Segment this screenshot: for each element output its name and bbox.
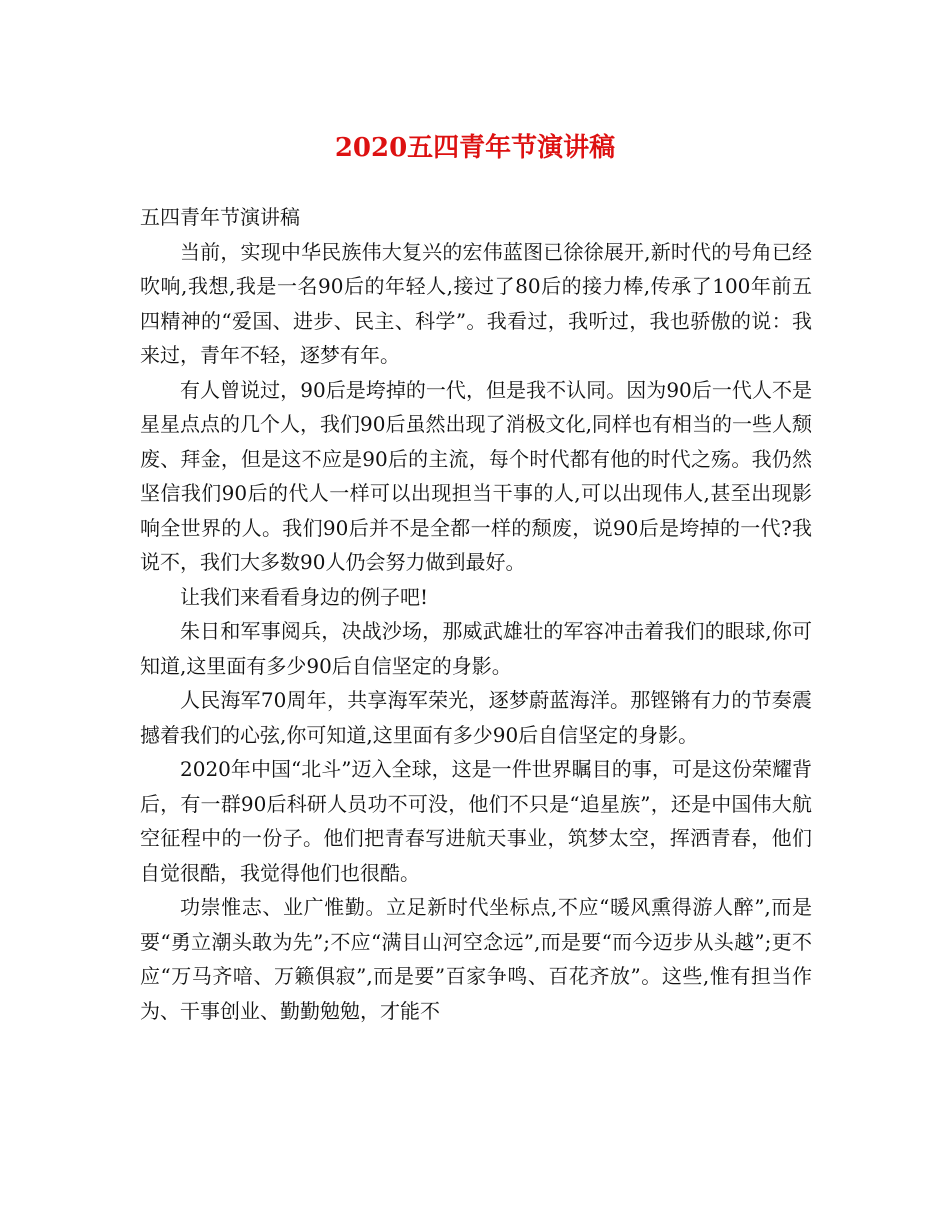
paragraph-3: 让我们来看看身边的例子吧! <box>180 584 429 609</box>
paragraph-6: 2020年中国“北斗”迈入全球，这是一件世界瞩目的事，可是这份荣耀背后，有一群90后科研人员功不可没，他们不只是“追星族”，还是中国伟大航空征程中的一份子。他们把青春写进航天事业，筑梦太空，挥洒青春，他们自觉很酷，我觉得他们也很酷。 <box>140 757 812 885</box>
paragraph-2: 有人曾说过，90后是垮掉的一代，但是我不认同。因为90后一代人不是星星点点的几个人，我们90后虽然出现了消极文化,同样也有相当的一些人颓废、拜金，但是这不应是90后的主流，每个时代都有他的时代之殇。我仍然坚信我们90后的代人一样可以出现担当干事的人,可以出现伟人,甚至出现影响全世界的人。我们90后并不是全都一样的颓废，说90后是垮掉的一代?我说不，我们大多数90人仍会努力做到最好。 <box>140 377 812 574</box>
document-subtitle: 五四青年节演讲稿 <box>140 205 300 229</box>
paragraph-1: 当前，实现中华民族伟大复兴的宏伟蓝图已徐徐展开,新时代的号角已经吹响,我想,我是一名90后的年轻人,接过了80后的接力棒,传承了100年前五四精神的“爱国、进步、民主、科学”。我看过，我听过，我也骄傲的说：我来过，青年不轻，逐梦有年。 <box>140 239 812 367</box>
paragraph-4: 朱日和军事阅兵，决战沙场，那威武雄壮的军容冲击着我们的眼球,你可知道,这里面有多少90后自信坚定的身影。 <box>140 619 812 678</box>
document-title: 2020五四青年节演讲稿 <box>334 133 616 163</box>
document-body <box>140 200 812 1028</box>
paragraph-5: 人民海军70周年，共享海军荣光，逐梦蔚蓝海洋。那铿锵有力的节奏震撼着我们的心弦,你可知道,这里面有多少90后自信坚定的身影。 <box>140 688 812 747</box>
paragraph-7: 功崇惟志、业广惟勤。立足新时代坐标点,不应“暖风熏得游人醉”,而是要“勇立潮头敢为先”;不应“满目山河空念远”,而是要“而今迈步从头越”;更不应“万马齐喑、万籁俱寂”,而是要”百家争鸣、百花齐放”。这些,惟有担当作为、干事创业、勤勤勉勉，才能不 <box>140 895 812 1023</box>
